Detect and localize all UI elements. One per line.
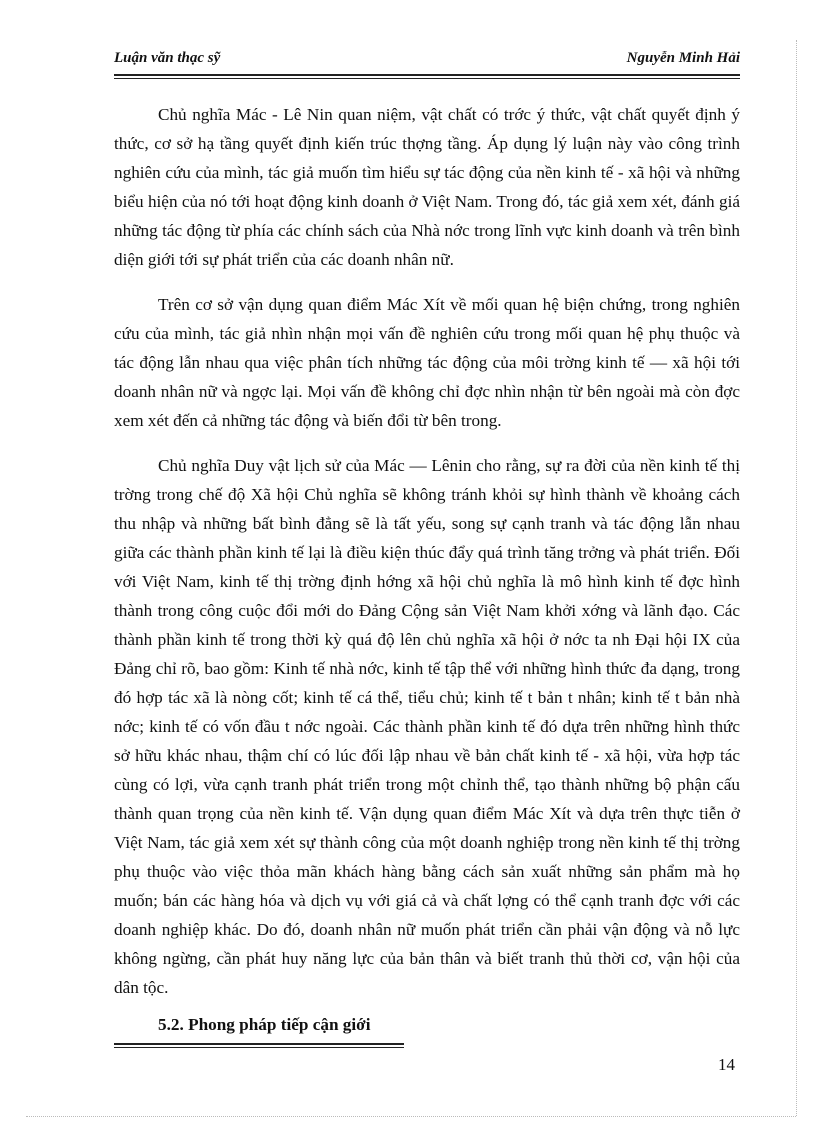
paragraph-3: Chủ nghĩa Duy vật lịch sử của Mác — Lênin cho rằng, sự ra đời của nền kinh tế thị trờng trong chế độ Xã hội Chủ nghĩa sẽ không tránh khỏi sự hình thành về khoảng cách thu nhập và những bất bình đẳng sẽ là tất yếu, song sự cạnh tranh và tác động lẫn nhau giữa các thành phần kinh tế lại là điều kiện thúc đẩy quá trình tăng trởng và phát triển. Đối với Việt Nam, kinh tế thị trờng định hớng xã hội chủ nghĩa là mô hình kinh tế đợc hình thành trong công cuộc đổi mới do Đảng Cộng sản Việt Nam khởi xớng và lãnh đạo. Các thành phần kinh tế trong thời kỳ quá độ lên chủ nghĩa xã hội ở nớc ta nh Đại hội IX của Đảng chỉ rõ, bao gồm: Kinh tế nhà nớc, kinh tế tập thể với những hình thức đa dạng, trong đó hợp tác xã là nòng cốt; kinh tế cá thể, tiểu chủ; kinh tế t bản t nhân; kinh tế t bản nhà nớc; kinh tế có vốn đầu t nớc ngoài. Các thành phần kinh tế đó dựa trên những hình thức sở hữu khác nhau, thậm chí có lúc đối lập nhau về bản chất kinh tế - xã hội, vừa hợp tác cùng có lợi, vừa cạnh tranh phát triển trong một chỉnh thể, tạo thành những bộ phận cấu thành quan trọng của nền kinh tế. Vận dụng quan điểm Mác Xít và dựa trên thực tiễn ở Việt Nam, tác giả xem xét sự thành công của một doanh nghiệp trong nền kinh tế thị trờng phụ thuộc vào việc thỏa mãn khách hàng bằng cách sản xuất những sản phẩm mà họ muốn; bán các hàng hóa và dịch vụ với giá cả và chất lợng có thể cạnh tranh đợc với các doanh nghiệp khác. Do đó, doanh nhân nữ muốn phát triển cần phải vận động và nỗ lực không ngừng, cần phát huy năng lực của bản thân và biết tranh thủ thời cơ, vận hội của dân tộc. <box>114 456 740 997</box>
header-rule-thin <box>114 78 740 79</box>
running-header <box>114 48 740 74</box>
page-number: 14 <box>718 1055 735 1074</box>
footer-rule-thin <box>114 1047 404 1048</box>
header-left-title: Luận văn thạc sỹ <box>114 50 221 66</box>
header-author: Nguyễn Minh Hải <box>626 50 740 66</box>
body-text <box>114 100 740 1018</box>
paragraph-1: Chủ nghĩa Mác - Lê Nin quan niệm, vật chất có trớc ý thức, vật chất quyết định ý thức, cơ sở hạ tầng quyết định kiến trúc thợng tầng. Áp dụng lý luận này vào công trình nghiên cứu của mình, tác giả muốn tìm hiểu sự tác động của nền kinh tế - xã hội và những biểu hiện của nó tới hoạt động kinh doanh ở Việt Nam. Trong đó, tác giả xem xét, đánh giá những tác động từ phía các chính sách của Nhà nớc trong lĩnh vực kinh doanh và trên bình diện giới tới sự phát triển của các doanh nhân nữ. <box>114 105 740 269</box>
header-rule <box>114 74 740 76</box>
page-edge-right <box>796 40 797 1116</box>
section-heading: 5.2. Phong pháp tiếp cận giới <box>158 1015 371 1034</box>
paragraph-2: Trên cơ sở vận dụng quan điểm Mác Xít về mối quan hệ biện chứng, trong nghiên cứu của mình, tác giả nhìn nhận mọi vấn đề nghiên cứu trong mối quan hệ phụ thuộc và tác động lẫn nhau qua việc phân tích những tác động của môi trờng kinh tế — xã hội tới doanh nhân nữ và ngợc lại. Mọi vấn đề không chỉ đợc nhìn nhận từ bên ngoài mà còn đợc xem xét đến cả những tác động và biến đổi từ bên trong. <box>114 295 740 430</box>
footer-rule <box>114 1043 404 1045</box>
page-edge-bottom <box>26 1116 796 1117</box>
